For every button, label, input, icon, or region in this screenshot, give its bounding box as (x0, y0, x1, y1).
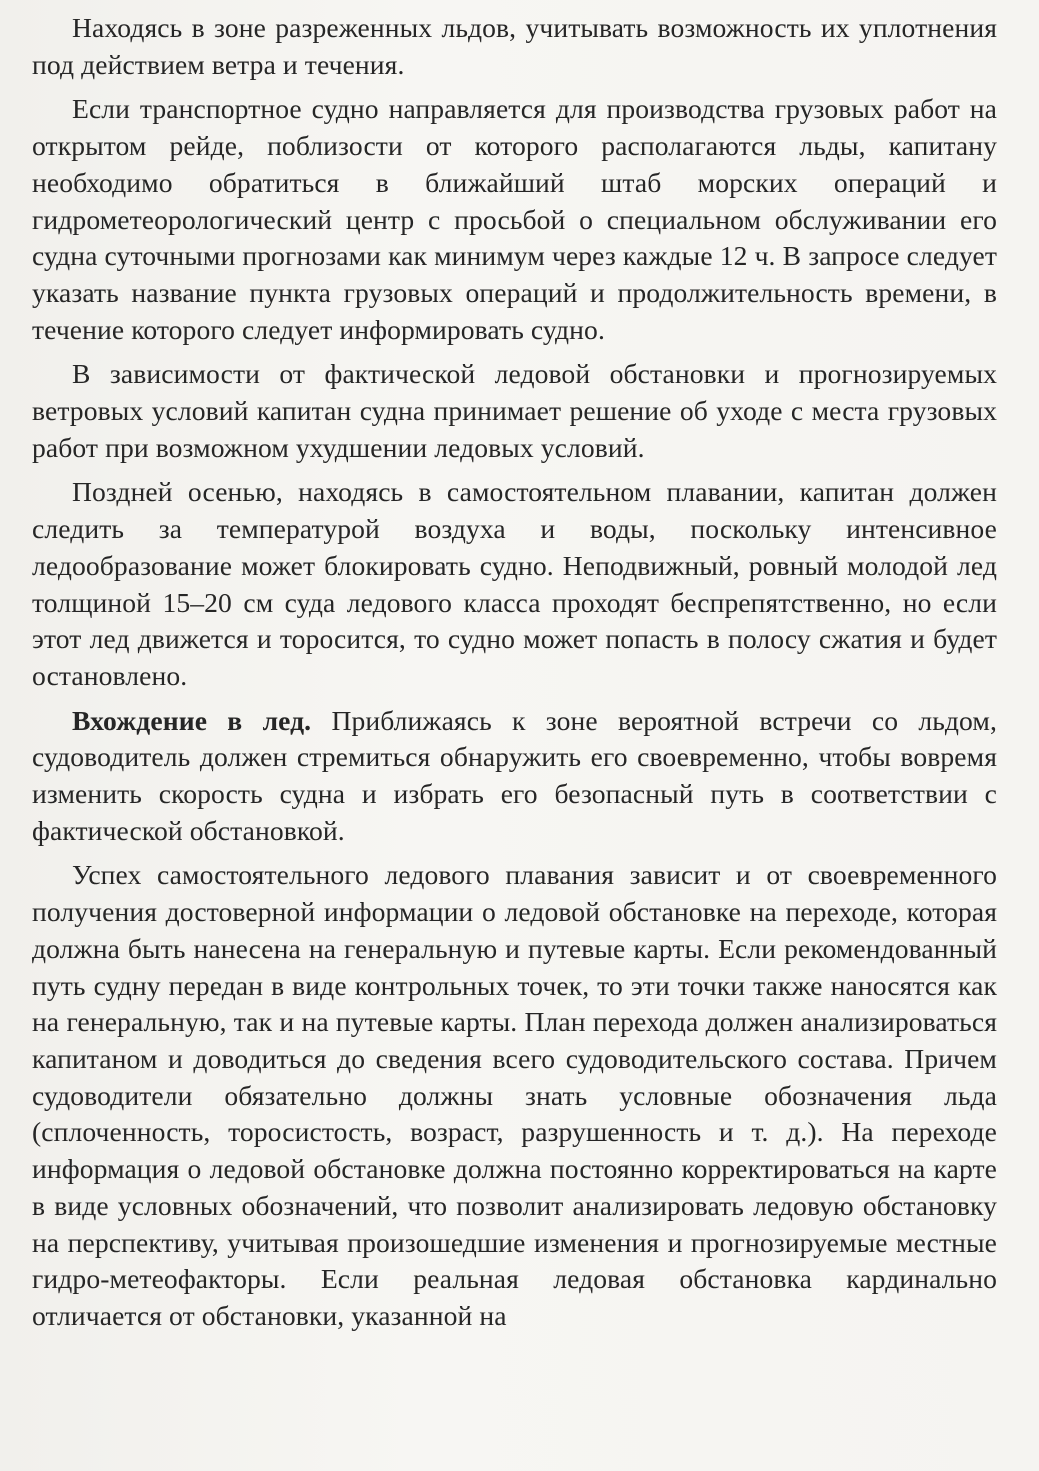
paragraph-4-text: Поздней осенью, находясь в самостоятельном плавании, капитан должен следить за температурой воздуха и воды, поскольку интенсивное ледообразование может блокировать судно. Неподвижный, ровный молодой лед толщиной 15–20 см суда ледового класса проходят беспрепятственно, но если этот лед движется и торосится, то судно может попасть в полосу сжатия и будет остановлено. (32, 476, 997, 691)
paragraph-4 (32, 474, 997, 694)
paragraph-1 (32, 10, 997, 83)
paragraph-5-text: Приближаясь к зоне вероятной встречи со льдом, судоводитель должен стремиться обнаружить его своевременно, чтобы вовремя изменить скорость судна и избрать его безопасный путь в соответствии с фактической обстановкой. (32, 704, 997, 846)
paragraph-1-text: Находясь в зоне разреженных льдов, учитывать возможность их уплотнения под действием ветра и течения. (32, 12, 997, 80)
paragraph-3-text: В зависимости от фактической ледовой обстановки и прогнозируемых ветровых условий капитан судна принимает решение об уходе с места грузовых работ при возможном ухудшении ледовых условий. (32, 358, 997, 463)
paragraph-5 (32, 703, 997, 850)
paragraph-3 (32, 356, 997, 466)
paragraph-2 (32, 91, 997, 348)
paragraph-6-text: Успех самостоятельного ледового плавания зависит и от своевременного получения достоверной информации о ледовой обстановке на переходе, которая должна быть нанесена на генеральную и путевые карты. Если рекомендованный путь судну передан в виде контрольных точек, то эти точки также наносятся как на генеральную, так и на путевые карты. План перехода должен анализироваться капитаном и доводиться до сведения всего судоводительского состава. Причем судоводители обязательно должны знать условные обозначения льда (сплоченность, торосистость, возраст, разрушенность и т. д.). На переходе информация о ледовой обстановке должна постоянно корректироваться на карте в виде условных обозначений, что позволит анализировать ледовую обстановку на перспективу, учитывая произошедшие изменения и прогнозируемые местные гидро-метеофакторы. Если реальная ледовая обстановка кардинально отличается от обстановки, указанной на (32, 859, 997, 1331)
section-heading: Вхождение в лед. (72, 704, 312, 736)
paragraph-6 (32, 857, 997, 1334)
paragraph-2-text: Если транспортное судно направляется для производства грузовых работ на открытом рейде, поблизости от которого располагаются льды, капитану необходимо обратиться в ближайший штаб морских операций и гидрометеорологический центр с просьбой о специальном обслуживании его судна суточными прогнозами как минимум через каждые 12 ч. В запросе следует указать название пункта грузовых операций и продолжительность времени, в течение которого следует информировать судно. (32, 93, 997, 345)
